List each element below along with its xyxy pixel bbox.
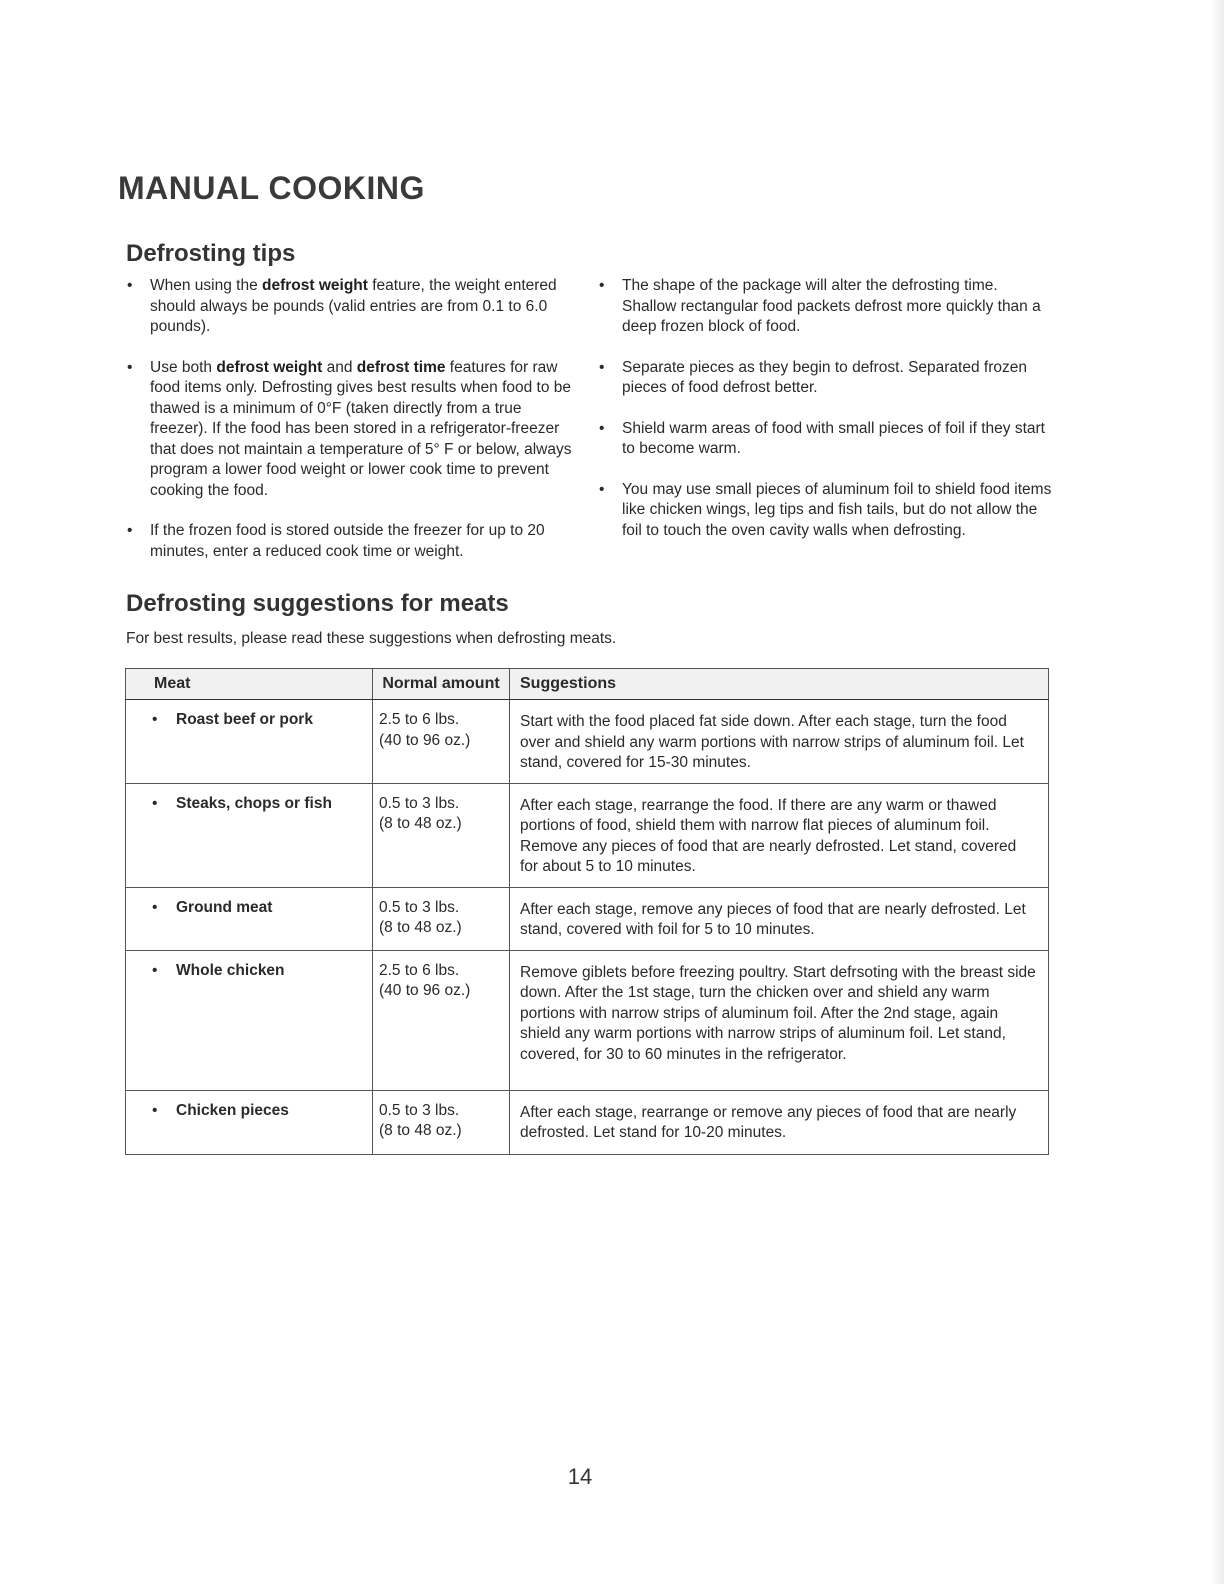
tip-item: • You may use small pieces of aluminum foil to shield food items like chicken wings, leg tips and fish tails, but do not allow the foil to touch the oven cavity walls when defrosting.	[598, 480, 1056, 542]
tips-left-column	[126, 276, 578, 582]
tip-item: • Shield warm areas of food with small pieces of foil if they start to become warm.	[598, 419, 1056, 460]
table-row	[126, 887, 1049, 950]
meats-intro-text: For best results, please read these suggestions when defrosting meats.	[126, 630, 617, 647]
tip-item: • Separate pieces as they begin to defrost. Separated frozen pieces of food defrost better.	[598, 358, 1056, 399]
meats-suggestions-heading: Defrosting suggestions for meats	[126, 590, 509, 617]
header-meat: Meat	[126, 669, 373, 700]
table-row	[126, 1090, 1049, 1154]
meat-cell: • Steaks, chops or fish	[126, 783, 373, 887]
bullet-icon: •	[152, 898, 158, 916]
table-row	[126, 950, 1049, 1090]
amount-cell: 0.5 to 3 lbs. (8 to 48 oz.)	[373, 887, 510, 950]
bullet-icon: •	[152, 794, 158, 812]
meat-cell: • Roast beef or pork	[126, 700, 373, 784]
meat-cell: • Whole chicken	[126, 950, 373, 1090]
bullet-icon: •	[152, 961, 158, 979]
suggestion-cell: After each stage, rearrange or remove any pieces of food that are nearly defrosted. Let stand for 10-20 minutes.	[510, 1090, 1049, 1154]
suggestion-cell: Start with the food placed fat side down. After each stage, turn the food over and shield any warm portions with narrow strips of aluminum foil. Let stand, covered for 15-30 minutes.	[510, 700, 1049, 784]
table-row	[126, 783, 1049, 887]
bullet-icon: •	[152, 1101, 158, 1119]
bullet-icon: •	[152, 711, 158, 728]
tip-item: • If the frozen food is stored outside the freezer for up to 20 minutes, enter a reduced cook time or weight.	[126, 521, 578, 562]
page-number: 14	[567, 1464, 593, 1489]
tips-right-column	[598, 276, 1056, 561]
amount-cell: 2.5 to 6 lbs. (40 to 96 oz.)	[373, 950, 510, 1090]
page-edge-shadow	[1210, 0, 1224, 1584]
suggestion-cell: After each stage, rearrange the food. If there are any warm or thawed portions of food, shield them with narrow flat pieces of aluminum foil. Remove any pieces of food that are nearly defrosted. Let stand, covered for about 5 to 10 minutes.	[510, 783, 1049, 887]
amount-cell: 0.5 to 3 lbs. (8 to 48 oz.)	[373, 783, 510, 887]
header-suggestions: Suggestions	[510, 669, 1049, 700]
meat-cell: • Ground meat	[126, 887, 373, 950]
suggestion-cell: After each stage, remove any pieces of food that are nearly defrosted. Let stand, covered with foil for 5 to 10 minutes.	[510, 887, 1049, 950]
table-header-row	[126, 669, 1049, 700]
tip-item: • Use both defrost weight and defrost time features for raw food items only. Defrosting gives best results when food to be thawed is a minimum of 0°F (taken directly from a true freezer). If the food has been stored in a refrigerator-freezer that does not maintain a temperature of 5° F or below, always program a lower food weight or lower cook time to prevent cooking the food.	[126, 358, 578, 502]
header-normal-amount: Normal amount	[373, 669, 510, 700]
tip-item: • The shape of the package will alter the defrosting time. Shallow rectangular food packets defrost more quickly than a deep frozen block of food.	[598, 276, 1056, 338]
table-row	[126, 700, 1049, 784]
meats-table	[125, 668, 1049, 1155]
amount-cell: 0.5 to 3 lbs. (8 to 48 oz.)	[373, 1090, 510, 1154]
amount-cell: 2.5 to 6 lbs. (40 to 96 oz.)	[373, 700, 510, 784]
tip-item: • When using the defrost weight feature, the weight entered should always be pounds (valid entries are from 0.1 to 6.0 pounds).	[126, 276, 578, 338]
defrosting-tips-heading: Defrosting tips	[126, 240, 296, 267]
meat-cell: • Chicken pieces	[126, 1090, 373, 1154]
suggestion-cell: Remove giblets before freezing poultry. Start defrsoting with the breast side down. After the 1st stage, turn the chicken over and shield any warm portions with narrow strips of aluminum foil. After the 2nd stage, again shield any warm portions with narrow strips of aluminum foil. Let stand, covered, for 30 to 60 minutes in the refrigerator.	[510, 950, 1049, 1090]
page-title: MANUAL COOKING	[118, 170, 425, 206]
